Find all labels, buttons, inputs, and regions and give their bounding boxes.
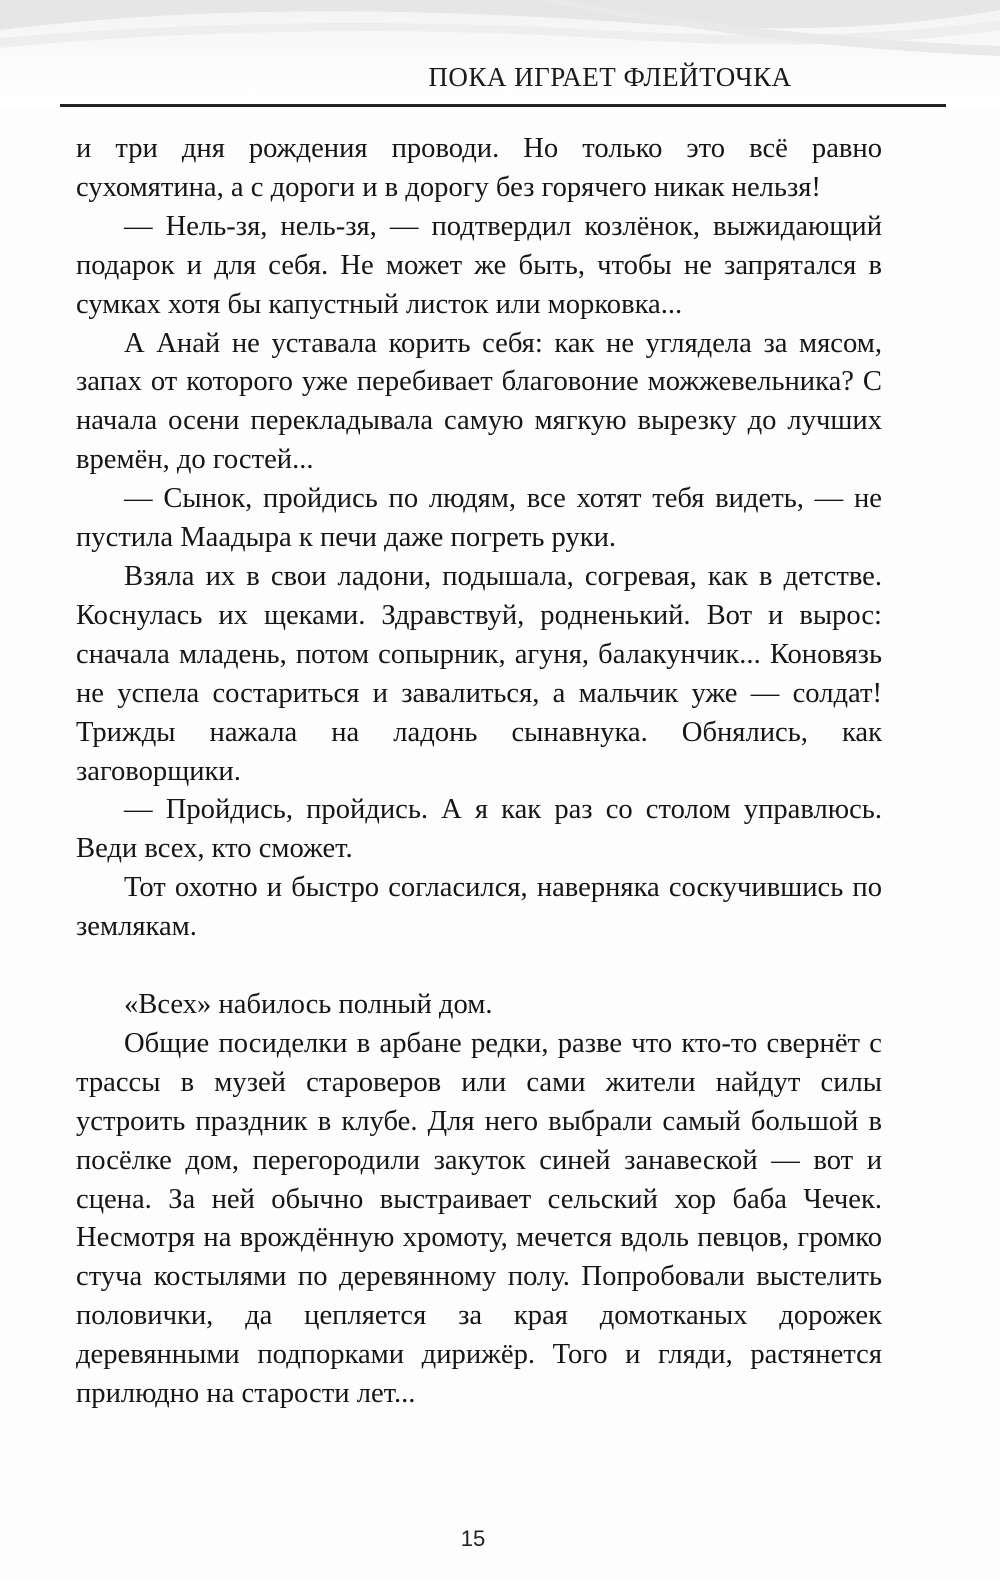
- paragraph: А Анай не уставала корить себя: как не углядела за мясом, запах от которого уже перебивает благовоние можжевельника? С начала осени перекладывала самую мягкую вырезку до лучших времён, до гостей...: [76, 327, 882, 476]
- header-rule: [60, 104, 946, 107]
- paragraph: Общие посиделки в арбане редки, разве что кто-то свернёт с трассы в музей староверов или сами жители найдут силы устроить праздник в клубе. Для него выбрали самый большой в посёлке дом, перегородили закуток синей занавеской — вот и сцена. За ней обычно выстраивает сельский хор баба Чечек. Несмотря на врождённую хромоту, мечется вдоль певцов, громко стуча костылями по деревянному полу. Попробовали выстелить половички, да цепляется за края домотканых дорожек деревянными подпорками дирижёр. Того и гляди, растянется прилюдно на старости лет...: [76, 1027, 882, 1410]
- paragraph: — Пройдись, пройдись. А я как раз со столом управлюсь. Веди всех, кто сможет.: [76, 794, 882, 865]
- paragraph: — Сынок, пройдись по людям, все хотят тебя видеть, — не пустила Маадыра к печи даже погреть руки.: [76, 483, 882, 554]
- header-band: [0, 0, 1000, 108]
- paragraph: «Всех» набилось полный дом.: [124, 989, 493, 1021]
- paragraph: Взяла их в свои ладони, подышала, согревая, как в детстве. Коснулась их щеками. Здравствуй, родненький. Вот и вырос: сначала младень, потом сопырник, агуня, балакунчик... Коновязь не успела состариться и завалиться, а мальчик уже — солдат! Трижды нажала на ладонь сынавнука. Обнялись, как заговорщики.: [76, 560, 882, 787]
- paragraph: — Нель-зя, нель-зя, — подтвердил козлёнок, выжидающий подарок и для себя. Не может же быть, чтобы не запрятался в сумках хотя бы капустный листок или морковка...: [76, 210, 882, 320]
- body-text: [76, 130, 882, 1414]
- page-number: 15: [460, 1526, 486, 1551]
- running-head: ПОКА ИГРАЕТ ФЛЕЙТОЧКА: [428, 62, 792, 92]
- paragraph: Тот охотно и быстро согласился, наверняка соскучившись по землякам.: [76, 872, 882, 943]
- paragraph: и три дня рождения проводи. Но только это всё равно сухомятина, а с дороги и в дорогу без горячего никак нельзя!: [76, 133, 882, 203]
